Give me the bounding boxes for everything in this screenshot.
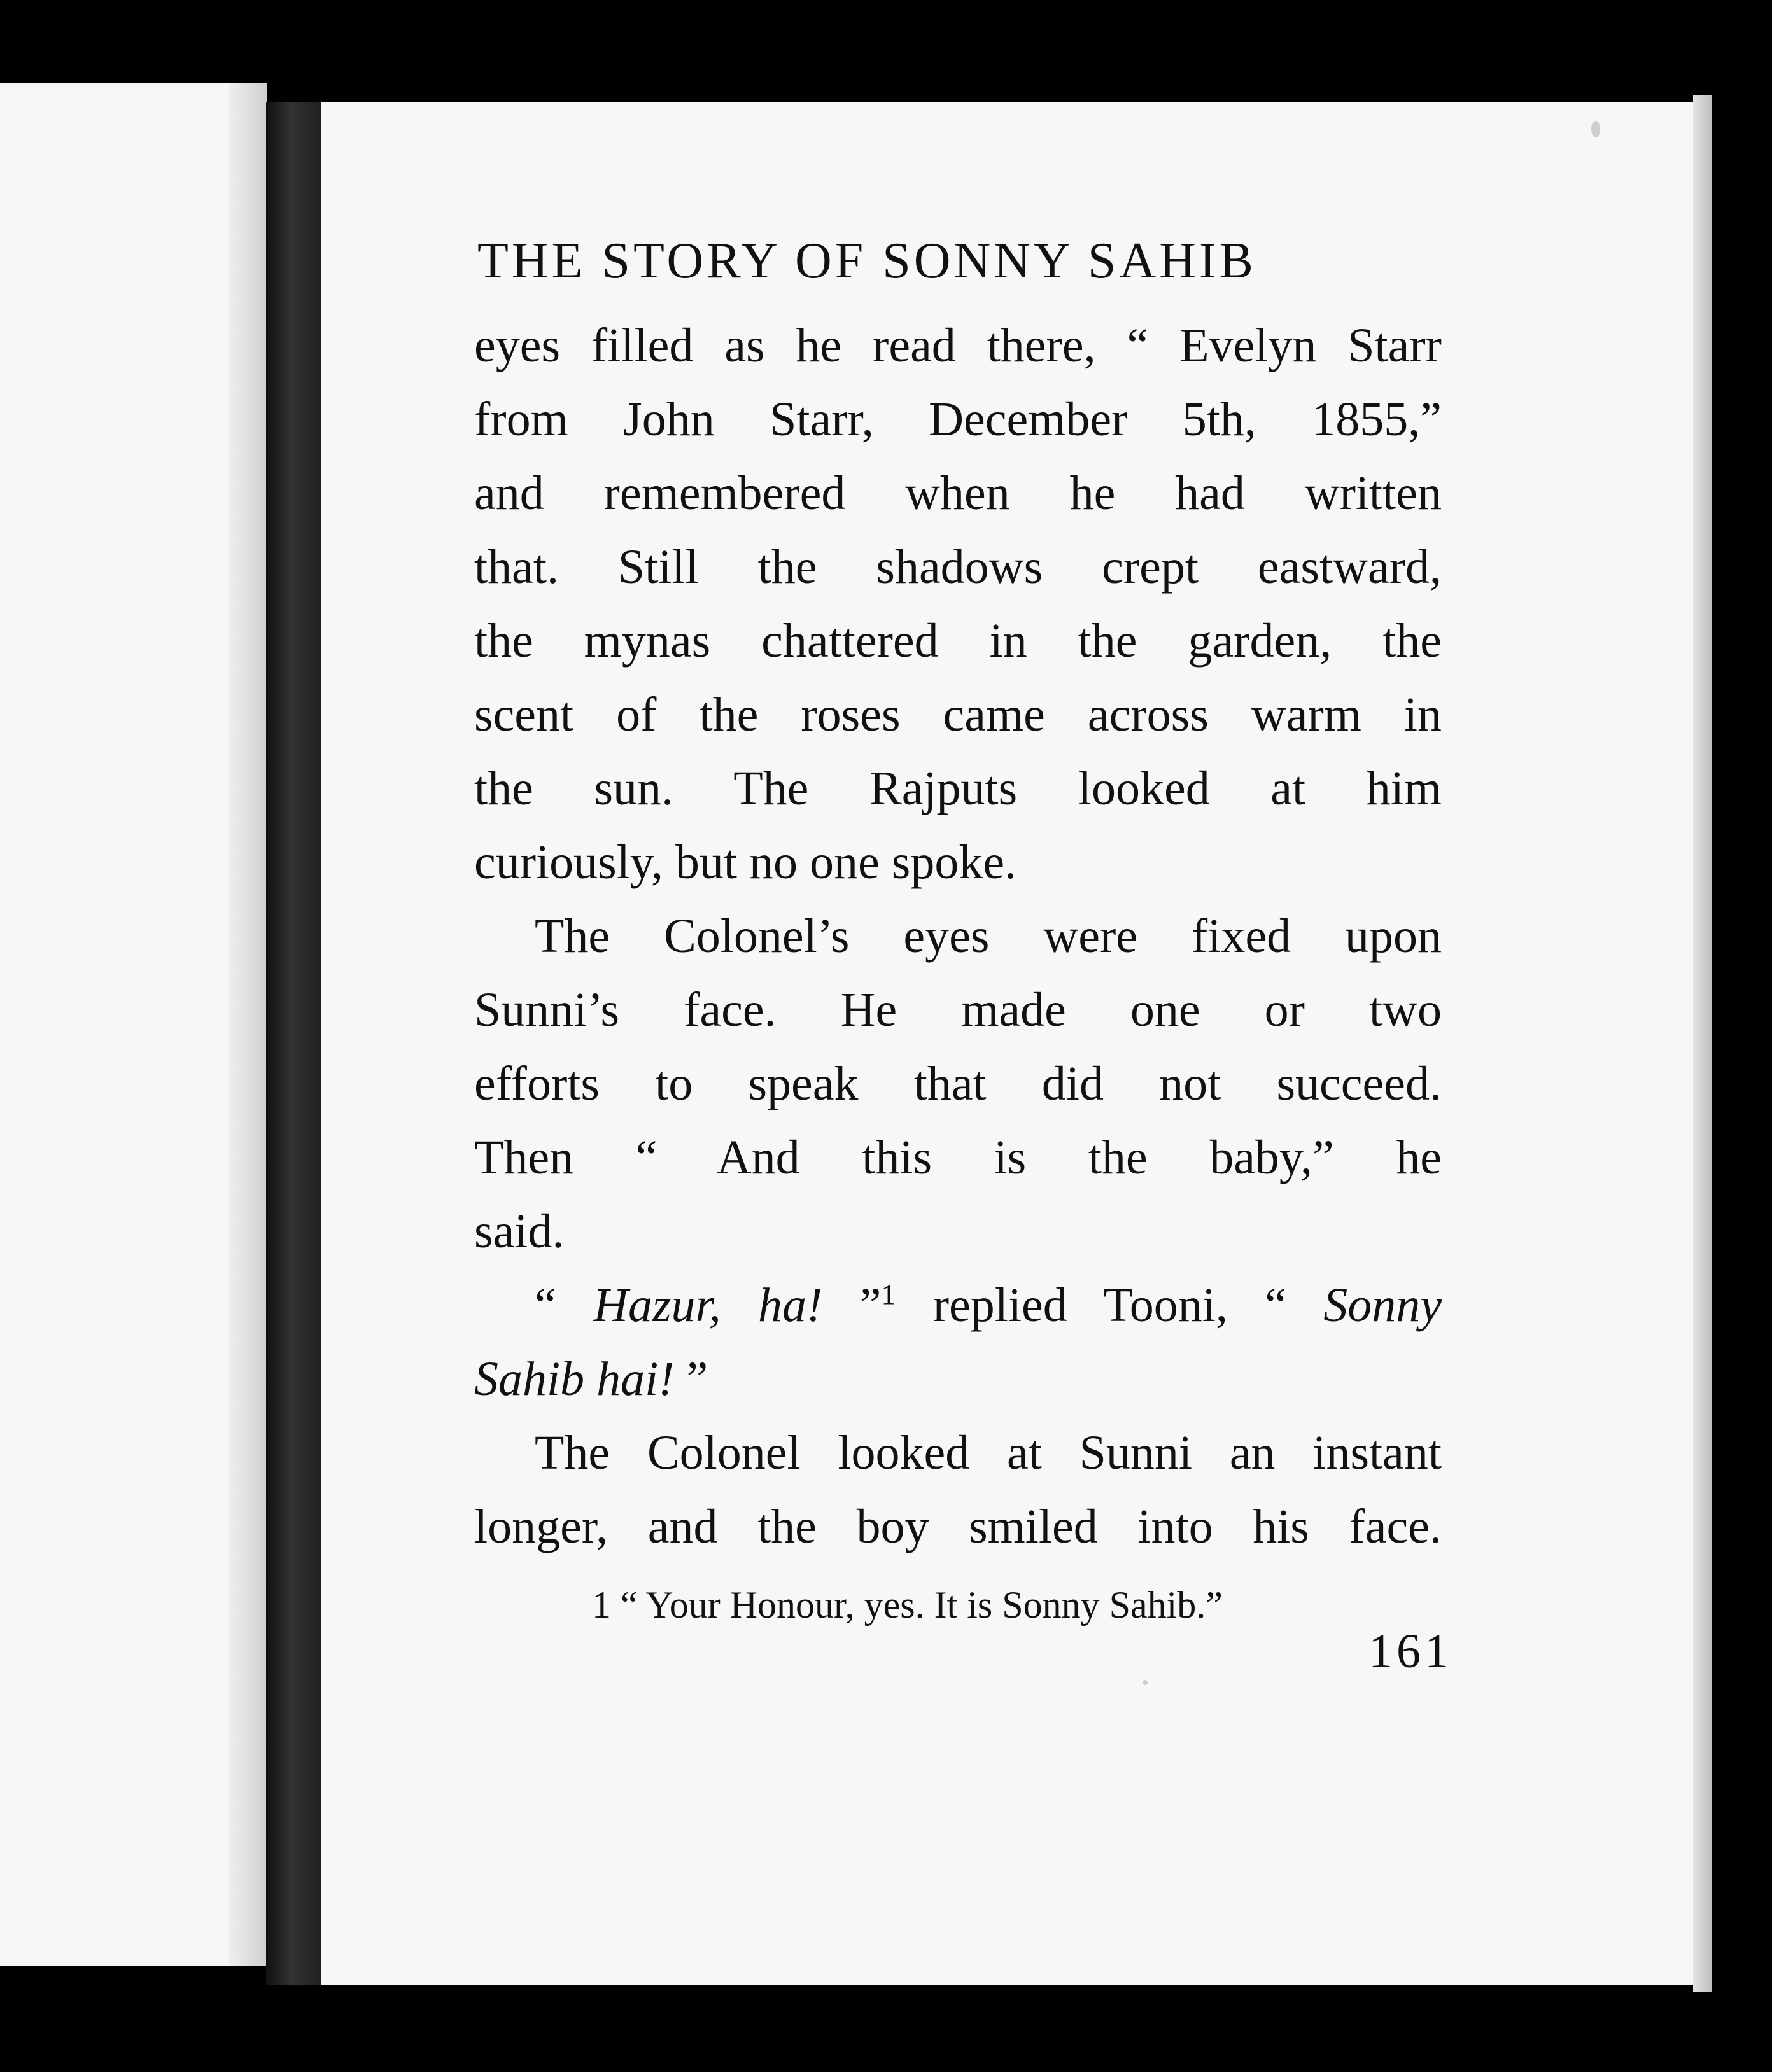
- quote-mark: “: [535, 1278, 594, 1332]
- text-line: said.: [474, 1205, 565, 1258]
- page-edge: [1693, 95, 1712, 1992]
- text-line: and remembered when he had written: [474, 466, 1442, 520]
- quote-mark: ”: [674, 1352, 708, 1406]
- book-gutter: [266, 102, 330, 1985]
- text-line: The Colonel’s eyes were fixed upon: [535, 909, 1442, 963]
- paragraph-1: [474, 309, 1442, 899]
- text-line: Sunni’s face. He made one or two: [474, 983, 1442, 1037]
- paper-speck: [1143, 1680, 1148, 1685]
- paragraph-3: [474, 1268, 1442, 1416]
- dialogue-line: [474, 1268, 1442, 1342]
- quote-mark: ”: [822, 1278, 882, 1332]
- text-line: efforts to speak that did not succeed.: [474, 1057, 1442, 1110]
- page-number: 161: [1368, 1625, 1452, 1678]
- text-line: the sun. The Rajputs looked at him: [474, 762, 1442, 815]
- text-line: from John Starr, December 5th, 1855,”: [474, 393, 1442, 446]
- footnote-reference: 1: [881, 1278, 896, 1311]
- text-line: Then “ And this is the baby,” he: [474, 1131, 1442, 1184]
- paragraph-4: [474, 1416, 1442, 1564]
- hindustani-phrase: Sonny: [1323, 1278, 1442, 1332]
- text-line: longer, and the boy smiled into his face.: [474, 1500, 1442, 1553]
- text-line: scent of the roses came across warm in: [474, 688, 1442, 741]
- footnote-text: “ Your Honour, yes. It is Sonny Sahib.”: [611, 1584, 1223, 1626]
- facing-page-shadow: [229, 83, 267, 1966]
- text-line: curiously, but no one spoke.: [474, 836, 1017, 889]
- paragraph-2: [474, 899, 1442, 1268]
- footnote: [592, 1583, 1223, 1627]
- running-head: THE STORY OF SONNY SAHIB: [477, 233, 1256, 289]
- hindustani-phrase: Hazur, ha!: [593, 1278, 823, 1332]
- text-line: that. Still the shadows crept eastward,: [474, 540, 1442, 594]
- dialogue-line: [474, 1342, 1442, 1416]
- text-line: eyes filled as he read there, “ Evelyn Starr: [474, 319, 1442, 372]
- text-line: the mynas chattered in the garden, the: [474, 614, 1442, 668]
- body-text: [474, 309, 1442, 1564]
- dialogue-text: replied Tooni, “: [896, 1278, 1324, 1332]
- paper-speck: [1591, 121, 1600, 137]
- footnote-marker: 1: [592, 1584, 611, 1626]
- text-line: The Colonel looked at Sunni an instant: [535, 1426, 1442, 1480]
- facing-page-edge: [0, 83, 261, 1966]
- hindustani-phrase: Sahib hai!: [474, 1352, 675, 1406]
